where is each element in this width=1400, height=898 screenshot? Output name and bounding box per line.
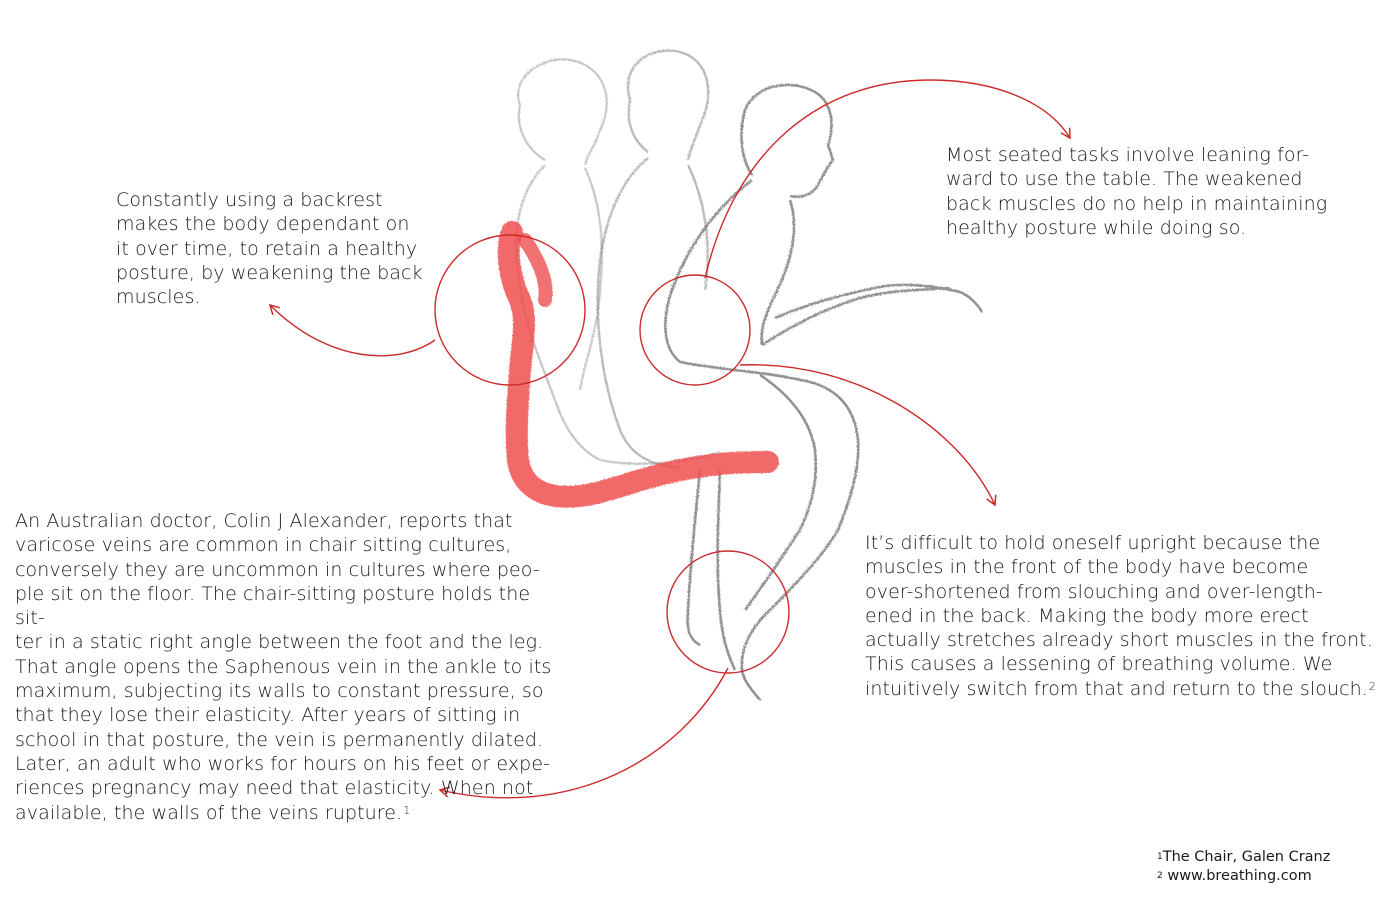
footnote-text: The Chair, Galen Cranz	[1162, 849, 1331, 865]
note-line: maximum, subjecting its walls to constant pressure, so	[15, 680, 544, 703]
note-line: back muscles do no help in maintaining	[946, 192, 1328, 215]
note-line: varicose veins are common in chair sitting cultures,	[15, 534, 512, 557]
note-line: over-shortened from slouching and over-length-	[865, 580, 1323, 603]
note-line: An Australian doctor, Colin J Alexander, reports that	[15, 510, 513, 532]
note-line: ple sit on the floor. The chair-sitting posture holds the sit-	[15, 582, 531, 630]
figure-upright-sketch	[516, 59, 720, 463]
note-line: healthy posture while doing so.	[946, 216, 1247, 239]
footnotes	[1157, 848, 1330, 886]
chair-outline	[509, 232, 768, 497]
note-line: Constantly using a backrest	[116, 189, 383, 211]
footnote-mark: 1	[1157, 852, 1163, 862]
note-line: That angle opens the Saphenous vein in the ankle to its	[15, 655, 552, 678]
note-line: Later, an adult who works for hours on his feet or expe-	[15, 752, 551, 775]
note-line: school in that posture, the vein is permanently dilated.	[15, 728, 544, 751]
note-line: ward to use the table. The weakened	[946, 168, 1303, 191]
footnote-text: www.breathing.com	[1162, 868, 1312, 884]
leaning-note	[946, 143, 1356, 240]
arrow-to-backrest-note	[270, 305, 435, 356]
arrow-to-upright-note	[740, 365, 995, 505]
upright-note	[865, 531, 1385, 701]
footnote-ref: 2	[1368, 679, 1377, 693]
footnote-item	[1157, 848, 1330, 867]
note-line: available, the walls of the veins rupture.	[15, 801, 403, 824]
note-line: makes the body dependant on	[116, 213, 410, 236]
footnote-mark: 2	[1157, 871, 1163, 881]
note-line: it over time, to retain a healthy	[116, 237, 418, 260]
note-line: conversely they are uncommon in cultures where peo-	[15, 558, 540, 581]
note-line: This causes a lessening of breathing volume. We	[865, 653, 1333, 676]
figure-middle-sketch	[598, 51, 708, 468]
note-line: intuitively switch from that and return to the slouch.	[865, 677, 1368, 700]
note-line: muscles in the front of the body have become	[865, 556, 1309, 579]
note-line: that they lose their elasticity. After years of sitting in	[15, 704, 521, 727]
note-line: actually stretches already short muscles in the front.	[865, 629, 1373, 652]
note-line: ter in a static right angle between the foot and the leg.	[15, 631, 544, 654]
note-line: muscles.	[116, 286, 201, 309]
footnote-ref: 1	[403, 803, 411, 817]
abdomen-highlight-circle	[640, 275, 750, 385]
note-line: posture, by weakening the back	[116, 261, 423, 284]
note-line: riences pregnancy may need that elasticity. When not	[15, 777, 534, 800]
footnote-item	[1157, 867, 1330, 886]
varicose-note	[15, 509, 555, 825]
note-line: ened in the back. Making the body more erect	[865, 604, 1309, 627]
note-line: It’s difficult to hold oneself upright because the	[865, 532, 1321, 554]
note-line: Most seated tasks involve leaning for-	[946, 144, 1310, 166]
backrest-note	[116, 188, 456, 309]
